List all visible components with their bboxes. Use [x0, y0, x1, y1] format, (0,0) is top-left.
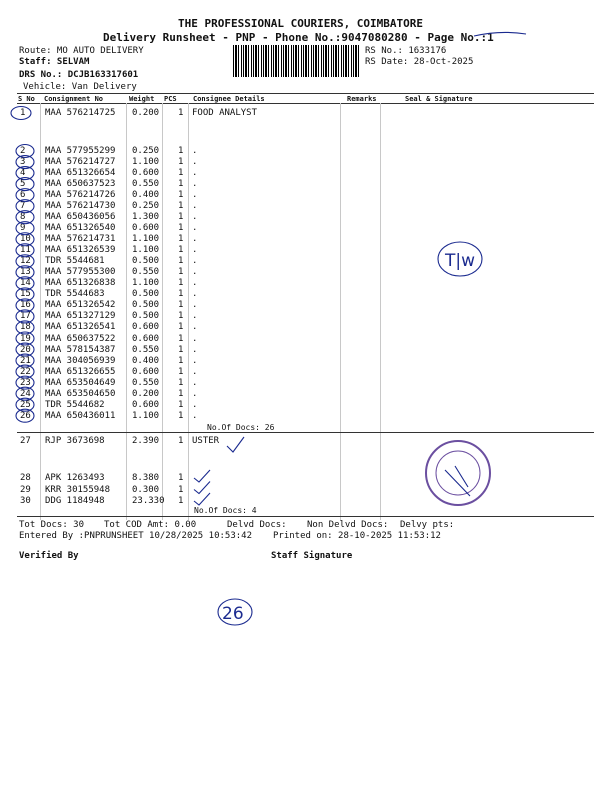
sno-cell: 13 — [20, 267, 31, 278]
pcs-cell: 1 — [178, 388, 184, 399]
consignment-cell: MAA 651326541 — [45, 322, 116, 333]
printed-on: Printed on: 28-10-2025 11:53:12 — [273, 531, 441, 541]
tick-mark — [194, 470, 210, 482]
consignee-cell: . — [192, 256, 198, 267]
consignee-cell: . — [192, 267, 198, 278]
weight-cell: 0.200 — [132, 108, 160, 118]
col-weight: Weight — [129, 95, 155, 103]
consignee-cell: . — [192, 344, 198, 355]
vehicle-label: Vehicle: Van Delivery — [23, 82, 137, 92]
consignee-cell: . — [192, 289, 198, 300]
sno-cell: 7 — [20, 201, 26, 212]
staff-label: Staff: SELVAM — [19, 57, 90, 67]
sno-cell: 12 — [20, 256, 31, 267]
weight-cell: 0.550 — [132, 267, 160, 278]
company-title: THE PROFESSIONAL COURIERS, COIMBATORE — [178, 17, 424, 30]
weight-cell: 2.390 — [132, 436, 160, 446]
company-seal-stamp — [426, 441, 490, 505]
tick-mark — [194, 493, 210, 505]
consignment-cell: MAA 577955300 — [45, 267, 116, 278]
consignment-cell: MAA 650637522 — [45, 333, 116, 344]
sno-cell: 30 — [20, 496, 31, 506]
sno-circles — [11, 107, 34, 423]
consignment-cell: MAA 576214727 — [45, 157, 116, 168]
pcs-cell: 1 — [178, 333, 184, 344]
sno-cell: 22 — [20, 366, 31, 377]
delivered-docs: Delvd Docs: — [227, 520, 287, 530]
col-consignment: Consignment No — [44, 95, 104, 103]
consignment-cell: MAA 651327129 — [45, 311, 116, 322]
consignment-cell: MAA 650436011 — [45, 410, 116, 421]
sno-cell: 27 — [20, 436, 31, 446]
pcs-cell: 1 — [178, 322, 184, 333]
pcs-cell: 1 — [178, 496, 184, 506]
sno-cell: 24 — [20, 388, 31, 399]
pcs-cell: 1 — [178, 300, 184, 311]
pcs-cell: 1 — [178, 484, 184, 495]
sno-cell: 11 — [20, 245, 31, 256]
consignee-cell: . — [192, 168, 198, 179]
sno-circle — [11, 107, 31, 120]
sno-cell: 18 — [20, 322, 31, 333]
consignee-cell: . — [192, 212, 198, 223]
consignment-cell: MAA 651326838 — [45, 278, 116, 289]
consignee-cell: . — [192, 190, 198, 201]
consignment-cell: TDR 5544681 — [45, 256, 105, 267]
consignment-cell: MAA 651326654 — [45, 168, 116, 179]
pcs-cell: 1 — [178, 377, 184, 388]
consignment-cell: MAA 650436056 — [45, 212, 116, 223]
sno-cell: 17 — [20, 311, 31, 322]
consignee-cell: . — [192, 157, 198, 168]
consignment-cell: MAA 650637523 — [45, 179, 116, 190]
pcs-cell: 1 — [178, 179, 184, 190]
consignee-cell: . — [192, 322, 198, 333]
sno-cell: 29 — [20, 484, 31, 495]
weight-cell: 0.300 — [132, 484, 160, 495]
pcs-cell: 1 — [178, 223, 184, 234]
consignee-cell: USTER — [192, 436, 220, 446]
count-note: 26 — [222, 604, 244, 624]
sno-cell: 16 — [20, 300, 31, 311]
weight-cell: 1.100 — [132, 234, 160, 245]
rs-number: RS No.: 1633176 — [365, 46, 447, 56]
sno-cell: 25 — [20, 399, 31, 410]
consignee-cell: . — [192, 355, 198, 366]
consignment-cell: DDG 1184948 — [45, 496, 105, 506]
total-docs: Tot Docs: 30 — [19, 520, 85, 530]
tick-mark — [227, 437, 244, 452]
delivery-points: Delvy pts: — [400, 520, 455, 530]
weight-cell: 0.250 — [132, 201, 160, 212]
consignee-cell: . — [192, 179, 198, 190]
pcs-cell: 1 — [178, 245, 184, 256]
consignment-cell: MAA 653504649 — [45, 377, 116, 388]
weight-cell: 1.100 — [132, 410, 160, 421]
entered-by: Entered By :PNPRUNSHEET 10/28/2025 10:53:42 — [19, 531, 252, 541]
consignment-cell: MAA 651326539 — [45, 245, 116, 256]
tick-mark — [194, 482, 210, 494]
pcs-cell: 1 — [178, 344, 184, 355]
pcs-cell: 1 — [178, 234, 184, 245]
pcs-cell: 1 — [178, 190, 184, 201]
runsheet-subtitle: Delivery Runsheet - PNP - Phone No.:9047080280 - Page No.:1 — [103, 31, 494, 44]
consignee-cell: . — [192, 146, 198, 156]
consignment-cell: MAA 576214730 — [45, 201, 116, 212]
pcs-cell: 1 — [178, 311, 184, 322]
weight-cell: 0.600 — [132, 399, 160, 410]
weight-cell: 0.600 — [132, 333, 160, 344]
route-label: Route: MO AUTO DELIVERY — [19, 46, 144, 56]
consignment-cell: MAA 653504650 — [45, 388, 116, 399]
weight-cell: 0.400 — [132, 190, 160, 201]
weight-cell: 8.380 — [132, 473, 160, 483]
consignment-cell: MAA 577955299 — [45, 146, 116, 156]
consignee-cell: . — [192, 311, 198, 322]
consignment-cell: MAA 651326655 — [45, 366, 116, 377]
consignment-cell: MAA 576214731 — [45, 234, 116, 245]
sno-cell: 4 — [20, 168, 26, 179]
col-seal: Seal & Signature — [405, 95, 473, 103]
group-doc-count: No.Of Docs: 4 — [194, 506, 257, 515]
pcs-cell: 1 — [178, 256, 184, 267]
pcs-cell: 1 — [178, 278, 184, 289]
sno-cell: 26 — [20, 410, 31, 421]
pcs-cell: 1 — [178, 410, 184, 421]
sno-cell: 6 — [20, 190, 26, 201]
weight-cell: 1.100 — [132, 157, 160, 168]
consignee-cell: . — [192, 223, 198, 234]
sno-cell: 28 — [20, 473, 31, 483]
weight-cell: 0.550 — [132, 377, 160, 388]
pcs-cell: 1 — [178, 355, 184, 366]
consignment-cell: KRR 30155948 — [45, 484, 111, 495]
sno-cell: 8 — [20, 212, 26, 223]
weight-cell: 0.500 — [132, 300, 160, 311]
sno-cell: 19 — [20, 333, 31, 344]
group-doc-count: No.Of Docs: 26 — [207, 423, 275, 432]
sno-cell: 21 — [20, 355, 31, 366]
pcs-cell: 1 — [178, 212, 184, 223]
col-consignee: Consignee Details — [193, 95, 265, 103]
weight-cell: 0.600 — [132, 322, 160, 333]
weight-cell: 0.550 — [132, 179, 160, 190]
consignment-cell: APK 1263493 — [45, 473, 105, 483]
pcs-cell: 1 — [178, 168, 184, 179]
pcs-cell: 1 — [178, 146, 184, 156]
consignment-cell: MAA 576214725 — [45, 108, 116, 118]
col-sno: S No — [18, 95, 35, 103]
total-cod: Tot COD Amt: 0.00 — [104, 520, 197, 530]
col-remarks: Remarks — [347, 95, 377, 103]
delivery-ticks — [194, 470, 210, 505]
weight-cell: 0.200 — [132, 388, 160, 399]
consignment-cell: MAA 304056939 — [45, 355, 116, 366]
tw-note: T|w — [445, 251, 476, 271]
pcs-cell: 1 — [178, 108, 184, 118]
pcs-cell: 1 — [178, 157, 184, 168]
non-delivered-docs: Non Delvd Docs: — [307, 520, 389, 530]
weight-cell: 23.330 — [132, 496, 165, 506]
consignee-cell: . — [192, 333, 198, 344]
drs-number: DRS No.: DCJB163317601 — [19, 70, 139, 80]
weight-cell: 0.500 — [132, 256, 160, 267]
pcs-cell: 1 — [178, 436, 184, 446]
weight-cell: 0.250 — [132, 146, 160, 156]
pcs-cell: 1 — [178, 473, 184, 483]
consignee-cell: . — [192, 234, 198, 245]
consignee-cell: FOOD ANALYST — [192, 108, 258, 118]
sno-cell: 20 — [20, 344, 31, 355]
pcs-cell: 1 — [178, 399, 184, 410]
consignee-cell: . — [192, 366, 198, 377]
sno-cell: 2 — [20, 146, 26, 156]
staff-signature: Staff Signature — [271, 551, 353, 561]
verified-by: Verified By — [19, 551, 79, 561]
sno-cell: 5 — [20, 179, 26, 190]
page-tick-mark — [474, 32, 526, 36]
weight-cell: 1.300 — [132, 212, 160, 223]
rs-date: RS Date: 28-Oct-2025 — [365, 57, 474, 67]
weight-cell: 0.500 — [132, 311, 160, 322]
sno-cell: 10 — [20, 234, 31, 245]
weight-cell: 0.500 — [132, 289, 160, 300]
sno-cell: 9 — [20, 223, 26, 234]
consignee-cell: . — [192, 245, 198, 256]
sno-cell: 23 — [20, 377, 31, 388]
consignment-cell: MAA 651326540 — [45, 223, 116, 234]
consignee-cell: . — [192, 278, 198, 289]
consignment-cell: RJP 3673698 — [45, 436, 105, 446]
pcs-cell: 1 — [178, 289, 184, 300]
pcs-cell: 1 — [178, 201, 184, 212]
consignment-cell: MAA 651326542 — [45, 300, 116, 311]
weight-cell: 1.100 — [132, 278, 160, 289]
col-pcs: PCS — [164, 95, 177, 103]
consignment-cell: MAA 578154387 — [45, 344, 116, 355]
consignee-cell: . — [192, 377, 198, 388]
weight-cell: 0.550 — [132, 344, 160, 355]
sno-cell: 15 — [20, 289, 31, 300]
pcs-cell: 1 — [178, 267, 184, 278]
consignment-cell: TDR 5544682 — [45, 399, 105, 410]
weight-cell: 0.600 — [132, 168, 160, 179]
consignment-cell: TDR 5544683 — [45, 289, 105, 300]
sno-cell: 1 — [20, 108, 26, 118]
consignee-cell: . — [192, 300, 198, 311]
weight-cell: 0.600 — [132, 366, 160, 377]
sno-cell: 14 — [20, 278, 31, 289]
consignee-cell: . — [192, 201, 198, 212]
weight-cell: 0.400 — [132, 355, 160, 366]
consignment-cell: MAA 576214726 — [45, 190, 116, 201]
pcs-cell: 1 — [178, 366, 184, 377]
consignee-cell: . — [192, 410, 198, 421]
weight-cell: 1.100 — [132, 245, 160, 256]
weight-cell: 0.600 — [132, 223, 160, 234]
consignee-cell: . — [192, 399, 198, 410]
consignee-cell: . — [192, 388, 198, 399]
sno-cell: 3 — [20, 157, 26, 168]
